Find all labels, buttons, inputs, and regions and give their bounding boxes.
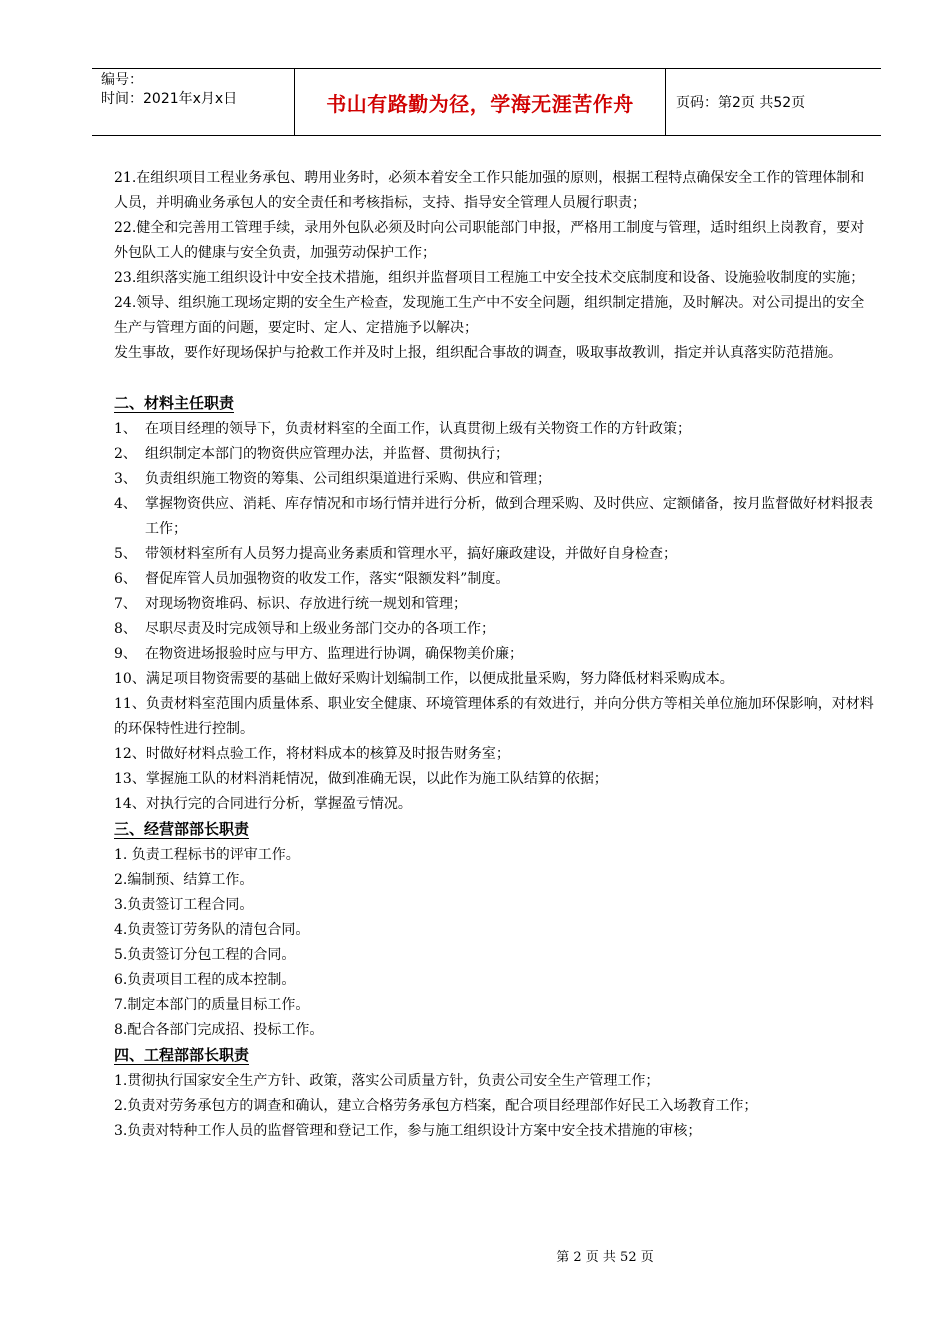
list-item-number: 1、 [114, 421, 137, 437]
section-heading-engineering: 四、工程部部长职责 [114, 1043, 249, 1067]
list-item: 13、掌握施工队的材料消耗情况，做到准确无误，以此作为施工队结算的依据； [114, 771, 608, 787]
list-item: 11、负责材料室范围内质量体系、职业安全健康、环境管理体系的有效进行，并向分供方等相关单位施加环保影响，对材料的环保特性进行控制。 [114, 696, 874, 737]
section-engineering-list [114, 1069, 874, 1144]
list-item [114, 417, 874, 442]
section-business-list [114, 843, 874, 1043]
document-number-label: 编号： [101, 72, 143, 88]
list-item-number: 9、 [114, 646, 137, 662]
paragraph-21: 21.在组织项目工程业务承包、聘用业务时，必须本着安全工作只能加强的原则，根据工程特点确保安全工作的管理体制和人员，并明确业务承包人的安全责任和考核指标，支持、指导安全管理人员履行职责； [114, 170, 865, 211]
header-left-cell [92, 69, 294, 135]
list-item-number: 7、 [114, 596, 137, 612]
paragraph-23: 23.组织落实施工组织设计中安全技术措施，组织并监督项目工程施工中安全技术交底制度和设备、设施验收制度的实施； [114, 270, 865, 286]
list-item [114, 492, 874, 542]
list-item: 7.制定本部门的质量目标工作。 [114, 997, 310, 1013]
list-item-text: 掌握物资供应、消耗、库存情况和市场行情并进行分析，做到合理采购、及时供应、定额储备，按月监督做好材料报表工作； [145, 496, 873, 537]
list-item: 1.贯彻执行国家安全生产方针、政策，落实公司质量方针，负责公司安全生产管理工作； [114, 1073, 660, 1089]
list-item: 6.负责项目工程的成本控制。 [114, 972, 296, 988]
list-item: 2.编制预、结算工作。 [114, 872, 254, 888]
list-item [114, 467, 874, 492]
list-item-number: 2、 [114, 446, 137, 462]
document-body [114, 166, 874, 1144]
list-item-number: 6、 [114, 571, 137, 587]
list-item: 5.负责签订分包工程的合同。 [114, 947, 296, 963]
list-item-text: 在项目经理的领导下，负责材料室的全面工作，认真贯彻上级有关物资工作的方针政策； [145, 421, 691, 437]
list-item: 12、时做好材料点验工作，将材料成本的核算及时报告财务室； [114, 746, 510, 762]
list-item [114, 542, 874, 567]
spacer [114, 366, 874, 391]
page-header [92, 68, 881, 136]
section-heading-materials: 二、材料主任职责 [114, 391, 234, 415]
list-item-number: 3、 [114, 471, 137, 487]
section-heading-business: 三、经营部部长职责 [114, 817, 249, 841]
paragraph-22: 22.健全和完善用工管理手续，录用外包队必须及时向公司职能部门申报，严格用工制度与管理，适时组织上岗教育，要对外包队工人的健康与安全负责，加强劳动保护工作； [114, 220, 865, 261]
list-item [114, 442, 874, 467]
header-page-info: 页码：第2页 共52页 [676, 95, 806, 111]
document-time-label: 时间：2021年x月x日 [101, 91, 238, 107]
list-item-text: 负责组织施工物资的筹集、公司组织渠道进行采购、供应和管理； [145, 471, 551, 487]
list-item [114, 642, 874, 667]
list-item-text: 在物资进场报验时应与甲方、监理进行协调，确保物美价廉； [145, 646, 523, 662]
list-item: 14、对执行完的合同进行分析，掌握盈亏情况。 [114, 796, 412, 812]
paragraph-24: 24.领导、组织施工现场定期的安全生产检查，发现施工生产中不安全问题，组织制定措施，及时解决。对公司提出的安全生产与管理方面的问题，要定时、定人、定措施予以解决； [114, 295, 865, 336]
list-item: 2.负责对劳务承包方的调查和确认，建立合格劳务承包方档案，配合项目经理部作好民工入场教育工作； [114, 1098, 758, 1114]
list-item-number: 5、 [114, 546, 137, 562]
list-item-text: 组织制定本部门的物资供应管理办法，并监督、贯彻执行； [145, 446, 509, 462]
list-item-text: 尽职尽责及时完成领导和上级业务部门交办的各项工作； [145, 621, 495, 637]
list-item: 8.配合各部门完成招、投标工作。 [114, 1022, 324, 1038]
paragraph-accident: 发生事故，要作好现场保护与抢救工作并及时上报，组织配合事故的调查，吸取事故教训，指定并认真落实防范措施。 [114, 345, 842, 361]
list-item-text: 带领材料室所有人员努力提高业务素质和管理水平，搞好廉政建设，并做好自身检查； [145, 546, 677, 562]
list-item: 1. 负责工程标书的评审工作。 [114, 847, 300, 863]
list-item: 10、满足项目物资需要的基础上做好采购计划编制工作，以便成批量采购，努力降低材料采购成本。 [114, 671, 734, 687]
list-item-number: 4、 [114, 496, 137, 512]
list-item [114, 592, 874, 617]
header-motto: 书山有路勤为径，学海无涯苦作舟 [294, 69, 666, 135]
list-item-text: 对现场物资堆码、标识、存放进行统一规划和管理； [145, 596, 467, 612]
list-item: 3.负责签订工程合同。 [114, 897, 254, 913]
page-footer: 第 2 页 共 52 页 [556, 1250, 654, 1265]
list-item [114, 617, 874, 642]
list-item [114, 567, 874, 592]
list-item: 4.负责签订劳务队的清包合同。 [114, 922, 310, 938]
section-materials-list [114, 417, 874, 817]
list-item: 3.负责对特种工作人员的监督管理和登记工作，参与施工组织设计方案中安全技术措施的审核； [114, 1123, 702, 1139]
list-item-text: 督促库管人员加强物资的收发工作，落实“限额发料”制度。 [145, 571, 510, 587]
list-item-number: 8、 [114, 621, 137, 637]
